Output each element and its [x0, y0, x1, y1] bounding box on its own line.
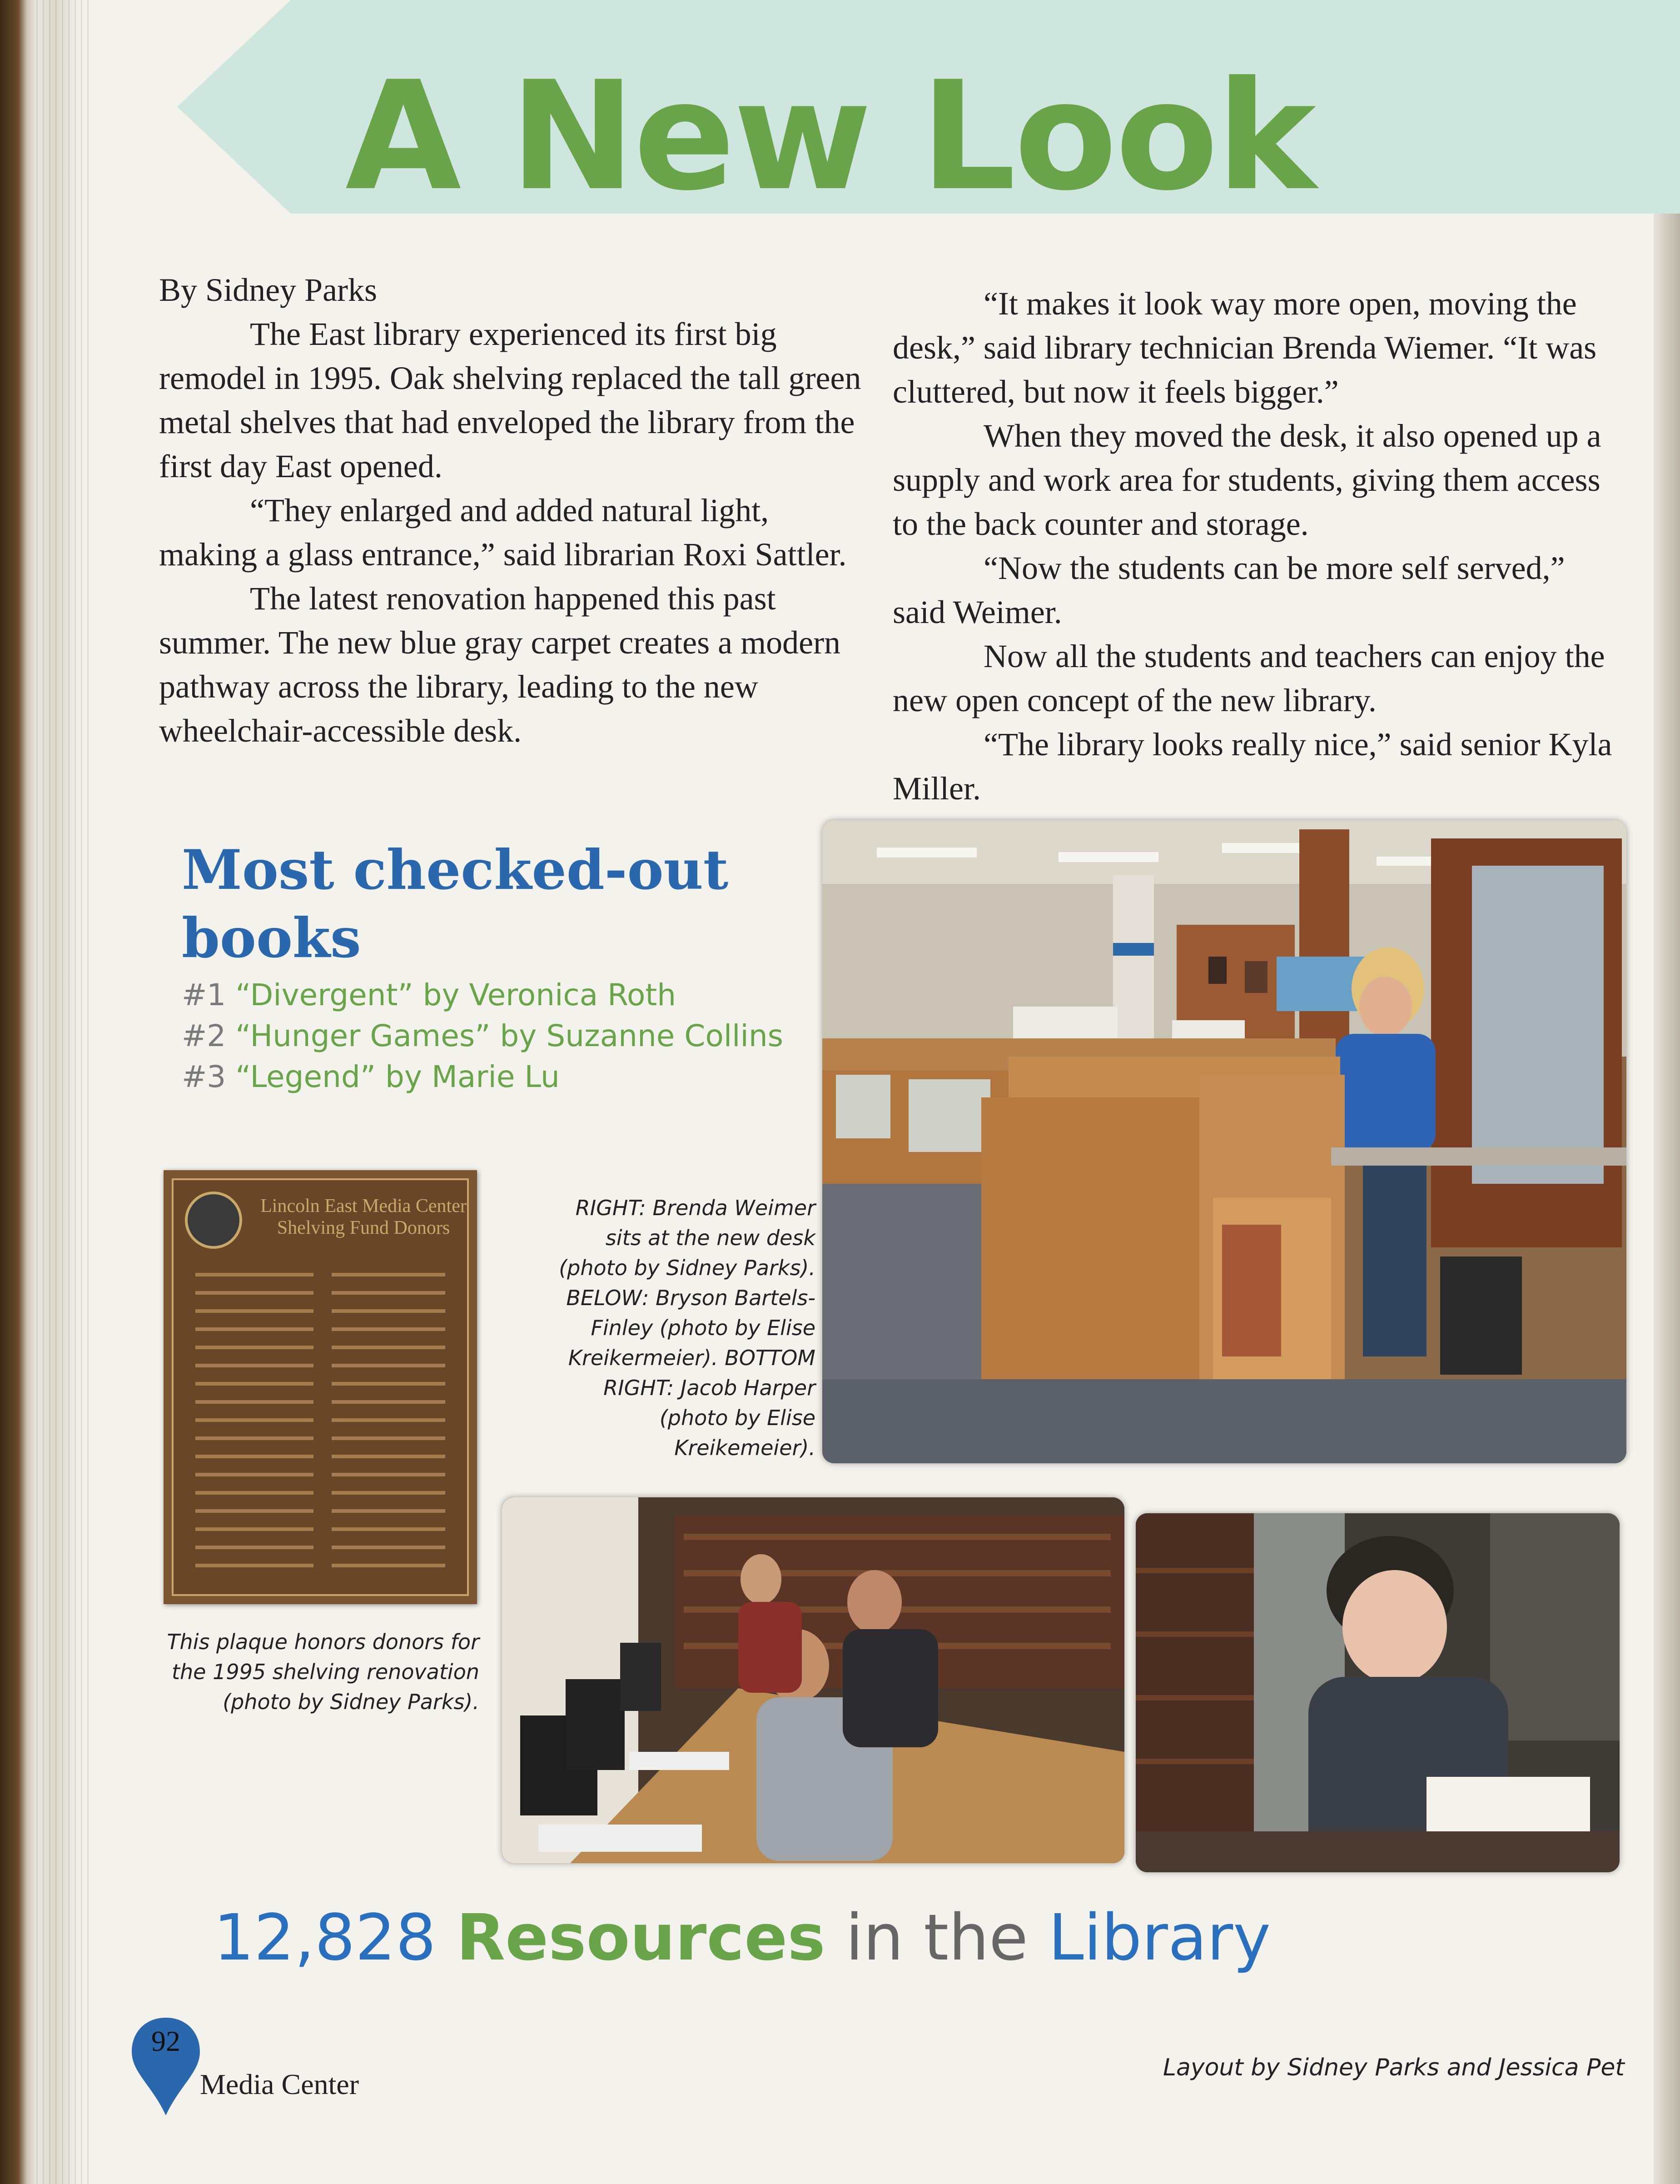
resources-connector: in the: [845, 1901, 1029, 1975]
paragraph: The latest renovation happened this past summer. The new blue gray carpet creates a modern pathway across the library, leading to the new wheelchair-accessible desk.: [159, 580, 841, 749]
computer-scene: [502, 1497, 1124, 1863]
reading-scene: [1136, 1513, 1620, 1872]
books-list: [182, 975, 783, 1097]
paragraph: “Now the students can be more self served,” said Weimer.: [893, 550, 1565, 630]
byline: By Sidney Parks: [159, 272, 378, 308]
page-number: 92: [151, 2025, 180, 2057]
resources-number: 12,828: [214, 1901, 436, 1975]
plaque-heading: Lincoln East Media Center Shelving Fund Donors: [260, 1196, 467, 1238]
book-rank: #2: [182, 1018, 226, 1053]
list-item: [182, 975, 783, 1016]
page-stack-edges: [36, 0, 91, 2184]
books-heading: Most checked-out books: [182, 838, 729, 970]
book-rank: #3: [182, 1059, 226, 1094]
resources-word: Resources: [456, 1901, 825, 1975]
desk-scene: [822, 820, 1626, 1463]
donor-plaque: [164, 1170, 477, 1604]
paragraph: The East library experienced its first big remodel in 1995. Oak shelving replaced the tall green metal shelves that had enveloped the library from the first day East opened.: [159, 316, 861, 484]
book-title: “Legend” by Marie Lu: [235, 1059, 560, 1094]
paragraph: “They enlarged and added natural light, making a glass entrance,” said librarian Roxi Sattler.: [159, 492, 847, 573]
paragraph: “It makes it look way more open, moving the desk,” said library technician Brenda Wiemer. “It was cluttered, but now it feels bigger.”: [893, 285, 1597, 410]
list-item: [182, 1057, 783, 1097]
book-title: “Hunger Games” by Suzanne Collins: [235, 1018, 784, 1053]
layout-credit: Layout by Sidney Parks and Jessica Pet: [1163, 2054, 1625, 2081]
article-column-left: [159, 268, 863, 753]
page-right-edge: [1654, 0, 1680, 2184]
resources-stat: [214, 1900, 1271, 1977]
list-item: [182, 1016, 783, 1057]
article-column-right: [893, 282, 1624, 811]
paragraph: When they moved the desk, it also opened up a supply and work area for students, giving them access to the back counter and storage.: [893, 418, 1601, 542]
section-name: Media Center: [200, 2068, 359, 2100]
resources-library-word: Library: [1048, 1901, 1271, 1975]
photo-computer-lab: [502, 1497, 1124, 1863]
book-title: “Divergent” by Veronica Roth: [235, 977, 676, 1012]
photo-caption: RIGHT: Brenda Weimer sits at the new desk (photo by Sidney Parks). BELOW: Bryson Bartels-Finley (photo by Elise Kreikermeier). BOTTOM RIGHT: Jacob Harper (photo by Elise Kreikemeier).: [559, 1196, 815, 1460]
book-rank: #1: [182, 977, 226, 1012]
photo-student-reading: [1136, 1513, 1620, 1872]
paragraph: “The library looks really nice,” said senior Kyla Miller.: [893, 726, 1612, 807]
paragraph: Now all the students and teachers can enjoy the new open concept of the new library.: [893, 638, 1605, 718]
photo-new-desk: [822, 820, 1626, 1463]
plaque-caption: This plaque honors donors for the 1995 shelving renovation (photo by Sidney Parks).: [167, 1630, 479, 1714]
page-title: A New Look: [345, 49, 1315, 224]
